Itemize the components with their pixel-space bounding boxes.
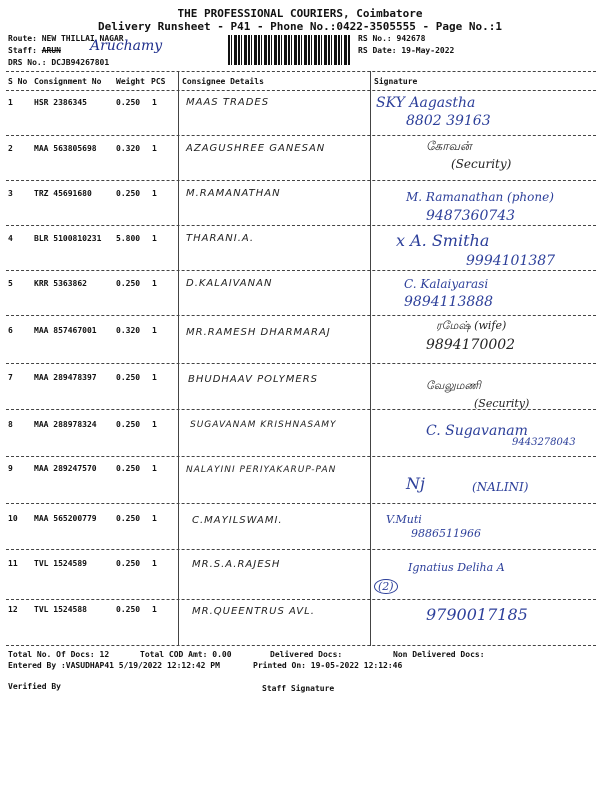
row-divider bbox=[6, 225, 596, 226]
row-signature: Nj bbox=[406, 474, 425, 493]
row-consignment: HSR 2386345 bbox=[34, 98, 87, 107]
row-phone: 9443278043 bbox=[512, 437, 576, 448]
barcode-image bbox=[228, 35, 350, 65]
table-row bbox=[6, 317, 596, 358]
column-header-consignee: Consignee Details bbox=[182, 77, 264, 86]
drs-number: DRS No.: DCJB94267801 bbox=[8, 58, 110, 67]
row-signature: C. Sugavanam bbox=[426, 423, 528, 439]
table-row bbox=[6, 182, 596, 223]
row-consignment: MAA 563805698 bbox=[34, 144, 97, 153]
row-pcs: 1 bbox=[152, 373, 157, 382]
row-pcs: 1 bbox=[152, 559, 157, 568]
row-divider bbox=[6, 456, 596, 457]
route-label: Route: NEW THILLAI NAGAR bbox=[8, 34, 124, 43]
total-docs: Total No. Of Docs: 12 bbox=[8, 650, 110, 659]
row-sno: 1 bbox=[8, 98, 13, 107]
row-weight: 0.250 bbox=[116, 189, 141, 198]
row-consignee: SUGAVANAM KRISHNASAMY bbox=[190, 420, 337, 430]
row-phone: (Security) bbox=[451, 157, 512, 171]
row-sno: 11 bbox=[8, 559, 18, 568]
row-consignment: MAA 289478397 bbox=[34, 373, 97, 382]
rs-number: RS No.: 942678 bbox=[358, 34, 426, 43]
rs-date: RS Date: 19-May-2022 bbox=[358, 46, 455, 55]
row-sno: 8 bbox=[8, 420, 13, 429]
row-weight: 0.250 bbox=[116, 98, 141, 107]
row-signature: வேலுமணி bbox=[426, 379, 481, 392]
table-row bbox=[6, 601, 596, 642]
row-consignment: TRZ 45691680 bbox=[34, 189, 92, 198]
row-signature: C. Kalaiyarasi bbox=[404, 277, 489, 291]
row-sno: 2 bbox=[8, 144, 13, 153]
table-row bbox=[6, 551, 596, 592]
row-weight: 0.250 bbox=[116, 605, 141, 614]
row-phone: (NALINI) bbox=[472, 480, 529, 494]
row-consignee: AZAGUSHREE GANESAN bbox=[186, 143, 326, 154]
row-pcs: 1 bbox=[152, 605, 157, 614]
row-consignee: MR.RAMESH DHARMARAJ bbox=[186, 327, 331, 338]
header-top-divider bbox=[6, 71, 596, 72]
row-weight: 0.250 bbox=[116, 420, 141, 429]
row-signature: ரமேஷ் (wife) bbox=[436, 319, 507, 332]
row-weight: 0.250 bbox=[116, 559, 141, 568]
row-consignee: NALAYINI PERIYAKARUP-PAN bbox=[186, 465, 337, 475]
row-consignment: MAA 565200779 bbox=[34, 514, 97, 523]
header-bottom-divider bbox=[6, 90, 596, 91]
row-signature: கோவன் bbox=[426, 139, 472, 153]
row-phone: 9790017185 bbox=[426, 605, 528, 624]
column-header-signature: Signature bbox=[374, 77, 418, 86]
row-pcs: 1 bbox=[152, 144, 157, 153]
row-signature: x A. Smitha bbox=[396, 231, 490, 250]
row-consignment: BLR 5100810231 bbox=[34, 234, 102, 243]
row-weight: 0.250 bbox=[116, 373, 141, 382]
row-phone: 9894113888 bbox=[404, 294, 494, 310]
entered-by: Entered By :VASUDHAP41 5/19/2022 12:12:42 PM bbox=[8, 661, 220, 670]
table-row bbox=[6, 137, 596, 178]
runsheet-title: Delivery Runsheet - P41 - Phone No.:0422-3505555 - Page No.:1 bbox=[98, 20, 502, 33]
row-pcs: 1 bbox=[152, 189, 157, 198]
row-phone: 8802 39163 bbox=[406, 113, 491, 129]
delivered-docs: Delivered Docs: bbox=[270, 650, 343, 659]
table-row bbox=[6, 272, 596, 313]
row-phone: 9487360743 bbox=[426, 208, 516, 224]
staff-line bbox=[8, 46, 61, 55]
verified-by: Verified By bbox=[8, 682, 61, 691]
row-sno: 4 bbox=[8, 234, 13, 243]
row-phone: 9894170002 bbox=[426, 337, 516, 353]
row-phone: 9994101387 bbox=[466, 253, 556, 269]
row-sno: 9 bbox=[8, 464, 13, 473]
row-pcs: 1 bbox=[152, 464, 157, 473]
row-pcs: 1 bbox=[152, 326, 157, 335]
row-weight: 0.320 bbox=[116, 326, 141, 335]
row-consignment: KRR 5363862 bbox=[34, 279, 87, 288]
column-header-sno: S No bbox=[8, 77, 28, 86]
row-pcs: 1 bbox=[152, 98, 157, 107]
table-row bbox=[6, 458, 596, 499]
row-consignee: MR.QUEENTRUS AVL. bbox=[192, 606, 315, 617]
row-divider bbox=[6, 180, 596, 181]
row-sno: 7 bbox=[8, 373, 13, 382]
table-row bbox=[6, 411, 596, 452]
row-weight: 0.250 bbox=[116, 464, 141, 473]
staff-name: ARUN bbox=[41, 46, 61, 55]
row-divider bbox=[6, 135, 596, 136]
table-header-row bbox=[6, 73, 596, 89]
staff-label: Staff: bbox=[8, 46, 37, 55]
row-consignee: BHUDHAAV POLYMERS bbox=[188, 374, 318, 385]
row-phone: (Security) bbox=[474, 397, 530, 410]
row-signature: Ignatius Deliha A bbox=[408, 561, 505, 574]
column-header-weight: Weight bbox=[116, 77, 145, 86]
row-sno: 5 bbox=[8, 279, 13, 288]
row-pcs: 1 bbox=[152, 514, 157, 523]
row-signature: V.Muti bbox=[386, 513, 422, 526]
row-divider bbox=[6, 270, 596, 271]
column-header-consignment: Consignment No bbox=[34, 77, 102, 86]
row-phone: 9886511966 bbox=[411, 527, 481, 540]
row-weight: 0.250 bbox=[116, 279, 141, 288]
table-row bbox=[6, 505, 596, 546]
row-consignee: MAAS TRADES bbox=[186, 97, 270, 108]
row-divider bbox=[6, 503, 596, 504]
table-bottom-divider bbox=[6, 645, 596, 646]
row-consignee: M.RAMANATHAN bbox=[186, 188, 281, 199]
row-signature: SKY Aagastha bbox=[376, 95, 476, 111]
row-pcs: 1 bbox=[152, 234, 157, 243]
staff-handwritten-name: Aruchamy bbox=[90, 38, 163, 54]
row-divider bbox=[6, 599, 596, 600]
row-consignee: MR.S.A.RAJESH bbox=[192, 559, 281, 570]
row-stamp: (2) bbox=[374, 579, 398, 594]
row-pcs: 1 bbox=[152, 279, 157, 288]
row-consignee: THARANI.A. bbox=[186, 233, 255, 244]
table-row bbox=[6, 93, 596, 134]
table-row bbox=[6, 227, 596, 268]
table-row bbox=[6, 365, 596, 410]
row-sno: 6 bbox=[8, 326, 13, 335]
row-consignment: TVL 1524588 bbox=[34, 605, 87, 614]
row-consignee: D.KALAIVANAN bbox=[186, 278, 273, 289]
row-consignment: MAA 857467001 bbox=[34, 326, 97, 335]
row-consignee: C.MAYILSWAMI. bbox=[192, 515, 283, 526]
row-consignment: MAA 288978324 bbox=[34, 420, 97, 429]
printed-on: Printed On: 19-05-2022 12:12:46 bbox=[253, 661, 403, 670]
row-divider bbox=[6, 549, 596, 550]
total-cod: Total COD Amt: 0.00 bbox=[140, 650, 232, 659]
row-divider bbox=[6, 363, 596, 364]
row-weight: 0.250 bbox=[116, 514, 141, 523]
row-divider bbox=[6, 409, 596, 410]
row-sno: 10 bbox=[8, 514, 18, 523]
row-pcs: 1 bbox=[152, 420, 157, 429]
row-signature: M. Ramanathan (phone) bbox=[406, 190, 554, 204]
company-title: THE PROFESSIONAL COURIERS, Coimbatore bbox=[177, 7, 423, 20]
row-sno: 3 bbox=[8, 189, 13, 198]
row-weight: 0.320 bbox=[116, 144, 141, 153]
row-consignment: MAA 289247570 bbox=[34, 464, 97, 473]
column-header-pcs: PCS bbox=[151, 77, 166, 86]
row-divider bbox=[6, 315, 596, 316]
row-sno: 12 bbox=[8, 605, 18, 614]
staff-signature: Staff Signature bbox=[262, 684, 335, 693]
row-weight: 5.800 bbox=[116, 234, 141, 243]
non-delivered-docs: Non Delivered Docs: bbox=[393, 650, 485, 659]
row-consignment: TVL 1524589 bbox=[34, 559, 87, 568]
